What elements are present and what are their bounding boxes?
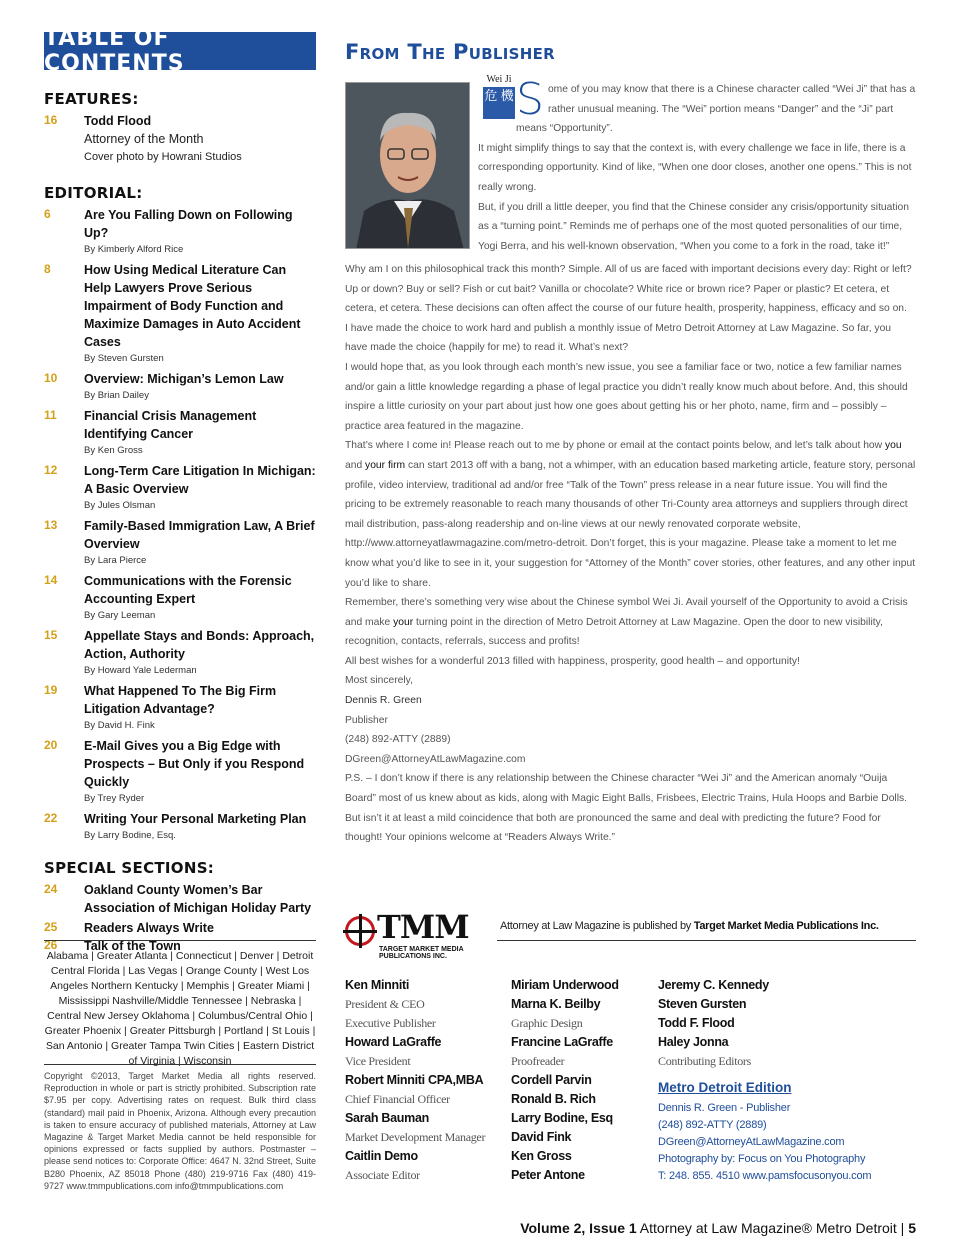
paragraph xyxy=(345,593,916,652)
wei-ji-label: Wei Ji xyxy=(486,74,512,85)
first-paragraph xyxy=(478,74,916,139)
toc-author: By Larry Bodine, Esq. xyxy=(84,830,176,841)
page-footer xyxy=(520,1220,916,1236)
staff-name: Marna K. Beilby xyxy=(511,997,601,1011)
toc-entry[interactable] xyxy=(44,517,316,568)
toc-entry[interactable] xyxy=(44,206,316,257)
divider xyxy=(497,940,916,941)
toc-page-number: 14 xyxy=(44,573,58,587)
staff-name: Sarah Bauman xyxy=(345,1111,429,1125)
toc-page-number: 16 xyxy=(44,113,58,127)
features-heading: FEATURES: xyxy=(44,90,139,108)
staff-column xyxy=(658,976,769,1071)
staff-role: Market Development Manager xyxy=(345,1130,486,1144)
toc-page-number: 11 xyxy=(44,408,57,422)
paragraph: All best wishes for a wonderful 2013 filled with happiness, prosperity, good health – and opportunity! xyxy=(345,655,800,667)
staff-name: Robert Minniti CPA,MBA xyxy=(345,1073,484,1087)
special-sections-heading: SPECIAL SECTIONS: xyxy=(44,859,215,877)
footer-separator: | xyxy=(900,1220,909,1236)
toc-title: Todd Flood xyxy=(84,114,152,128)
editorial-list xyxy=(44,206,316,843)
editorial-heading: EDITORIAL: xyxy=(44,184,143,202)
edition-photography: Photography by: Focus on You Photography xyxy=(658,1153,866,1165)
toc-entry[interactable] xyxy=(44,881,316,917)
staff-name: Steven Gursten xyxy=(658,997,747,1011)
staff-name: Ken Gross xyxy=(511,1149,572,1163)
postscript: P.S. – I don’t know if there is any relationship between the Chinese character “Wei Ji” and the American anomaly “Ouija Board” most of us knew about as kids, along with Magic Eight Balls, Frisbees, Electric Trains, Hula Hoops and Barbie Dolls. But isn’t it at least a mild coincidence that both are pronounced the same and deal with predicting the future? Food for thought! Your opinions welcome at “Readers Always Write.” xyxy=(345,773,908,844)
toc-credit: Cover photo by Howrani Studios xyxy=(84,151,242,163)
paragraph xyxy=(345,436,916,593)
toc-entry[interactable] xyxy=(44,919,316,937)
toc-title: Long-Term Care Litigation In Michigan: A Basic Overview xyxy=(84,464,316,496)
toc-page-number: 22 xyxy=(44,811,58,825)
emphasis: your xyxy=(393,616,414,628)
text-run: can start 2013 off with a bang, not a whimper, with an education based marketing article, feature story, personal profile, video interview, traditional ad and/or free “Talk of the Town” press release in a near future issue. You will find the pricing to be extremely reasonable to reach many thousands of other Tri-County area attorneys and suppliers through direct mail distribution, pass-along readership and on-line views at our newly renovated corporate website, http://www.attorneyatlawmagazine.com/metro-detroit. Don’t forget, this is your magazine. Please take a moment to let me know what you’d like to see in it, your suggestion for “Attorney of the Month” cover stories, other features, and any other input you’d like to share. xyxy=(345,459,916,589)
toc-page-number: 24 xyxy=(44,882,58,896)
toc-title: How Using Medical Literature Can Help Lawyers Prove Serious Impairment of Body Function and Maximize Damages in Auto Accident Cases xyxy=(84,263,301,349)
table-of-contents xyxy=(44,26,316,955)
toc-title: Writing Your Personal Marketing Plan xyxy=(84,812,307,826)
text-run: Remember, there’s something very wise about the Chinese symbol Wei Ji. Avail yourself of the Opportunity to avoid a Crisis and make xyxy=(345,597,908,628)
edition-info xyxy=(658,1080,871,1185)
issue-label: Volume 2, Issue 1 xyxy=(520,1220,637,1236)
toc-author: By Kimberly Alford Rice xyxy=(84,244,184,255)
paragraph: I would hope that, as you look through each month’s new issue, you see a familiar face or two, notice a few familiar names and/or gain a little knowledge regarding a phase of legal practice you didn’t really know much about before. And, this should inspire a little curiosity on your part about just how one goes about getting his or her photo, name, firm and – possibly – practice area featured in the magazine. xyxy=(345,361,908,432)
tmm-logo-subtitle: TARGET MARKET MEDIA PUBLICATIONS INC. xyxy=(379,946,464,960)
toc-entry[interactable] xyxy=(44,810,316,843)
staff-role: Associate Editor xyxy=(345,1168,420,1182)
paragraph: But, if you drill a little deeper, you find that the Chinese consider any crisis/opportunity situation as a “turning point.” Reminds me of perhaps one of the most quoted personalities of our time, Yogi Berra, and his well-known observation, “When you come to a fork in the road, take it!” xyxy=(478,201,909,252)
emphasis: you xyxy=(884,440,902,452)
edition-phone: (248) 892-ATTY (2889) xyxy=(658,1119,767,1131)
staff-name: Francine LaGraffe xyxy=(511,1035,613,1049)
toc-page-number: 26 xyxy=(44,938,58,952)
toc-author: By Brian Dailey xyxy=(84,390,149,401)
staff-role: Contributing Editors xyxy=(658,1054,752,1068)
toc-title: Family-Based Immigration Law, A Brief Overview xyxy=(84,519,315,551)
staff-name: Peter Antone xyxy=(511,1168,585,1182)
closing: Most sincerely, xyxy=(345,675,413,687)
staff-name: Howard LaGraffe xyxy=(345,1035,442,1049)
edition-list: Alabama | Greater Atlanta | Connecticut | Denver | Detroit Central Florida | Las Vegas | Orange County | West Los Angeles Northern Kentucky | Memphis | Greater Miami | Mississippi Nashville/Middle Tennessee | Nebraska | Central New Jersey Oklahoma | Columbus/Central Ohio | Greater Phoenix | Greater Pittsburgh | Portland | St Louis | San Antonio | Greater Tampa Twin Cities | Eastern District of Virginia | Wisconsin xyxy=(44,940,316,1069)
toc-entry[interactable] xyxy=(44,370,316,403)
toc-page-number: 25 xyxy=(44,920,58,934)
text-run: turning point in the direction of Metro Detroit Attorney at Law Magazine. Open the door to new visibility, recognition, contacts, referrals, success and profits! xyxy=(345,616,883,648)
portrait-image xyxy=(346,83,470,249)
staff-role: Vice President xyxy=(345,1054,411,1068)
paragraph: It might simplify things to say that the context is, with every challenge we face in life, there is a corresponding opportunity. Kind of like, “When one door closes, another one opens.” This is not really wrong. xyxy=(478,142,912,193)
toc-entry[interactable] xyxy=(44,737,316,806)
toc-page-number: 8 xyxy=(44,262,51,276)
page-number: 5 xyxy=(908,1220,916,1236)
edition-publisher: Dennis R. Green - Publisher xyxy=(658,1102,791,1114)
published-by-line xyxy=(500,920,879,932)
publisher-letter xyxy=(345,40,916,844)
toc-entry[interactable] xyxy=(44,261,316,366)
crosshair-icon xyxy=(345,916,375,946)
publisher-heading: From The Publisher xyxy=(345,40,556,64)
copyright-notice: Copyright ©2013, Target Market Media all rights reserved. Reproduction in whole or part is strictly prohibited. Subscription rate $7.95 per copy. Advertising rates on request. Bulk third class (standard) mail paid in Phoenix, Arizona. Although every precaution is taken to ensure accuracy of published materials, Attorney at Law Magazine & Target Market Media cannot be held responsible for opinions expressed or facts supplied by authors. Postmaster – please send notices to: Corporate Office: 4647 N. 32nd Street, Suite B280 Phoenix, AZ 85018 Phone (480) 219-9716 Fax (480) 419-9727 www.tmmpublications.com info@tmmpublications.com xyxy=(44,1064,316,1192)
toc-page-number: 6 xyxy=(44,207,51,221)
staff-role: Chief Financial Officer xyxy=(345,1092,450,1106)
drop-cap: S xyxy=(516,74,544,125)
signature-name: Dennis R. Green xyxy=(345,695,422,707)
toc-page-number: 19 xyxy=(44,683,58,697)
toc-page-number: 15 xyxy=(44,628,58,642)
staff-name: Jeremy C. Kennedy xyxy=(658,978,769,992)
toc-page-number: 20 xyxy=(44,738,58,752)
text-run: That’s where I come in! Please reach out to me by phone or email at the contact points below, and let’s talk about how xyxy=(345,440,885,452)
toc-author: By Steven Gursten xyxy=(84,353,164,364)
toc-title: What Happened To The Big Firm Litigation Advantage? xyxy=(84,684,277,716)
signature-phone: (248) 892-ATTY (2889) xyxy=(345,734,451,746)
paragraph: Why am I on this philosophical track this month? Simple. All of us are faced with important decisions every day: Right or left? Up or down? Buy or sell? Fish or cut bait? Vanilla or chocolate? White rice or brown rice? Paper or plastic? Et cetera, et cetera, et cetera. These decisions can often affect the course of our future health, prosperity, happiness, efficacy and so on. xyxy=(345,264,912,315)
toc-title: Oakland County Women’s Bar Association of Michigan Holiday Party xyxy=(84,883,312,915)
toc-title: Communications with the Forensic Accounting Expert xyxy=(84,574,292,606)
text-run: Attorney at Law Magazine is published by xyxy=(500,920,694,932)
toc-title: Are You Falling Down on Following Up? xyxy=(84,208,293,240)
toc-banner: TABLE OF CONTENTS xyxy=(44,32,316,70)
staff-role: President & CEO xyxy=(345,997,425,1011)
staff-name: Larry Bodine, Esq xyxy=(511,1111,613,1125)
toc-entry[interactable] xyxy=(44,627,316,678)
staff-name: Cordell Parvin xyxy=(511,1073,592,1087)
staff-role: Proofreader xyxy=(511,1054,565,1068)
staff-role: Graphic Design xyxy=(511,1016,583,1030)
toc-title: Financial Crisis Management Identifying Cancer xyxy=(84,409,257,441)
staff-column xyxy=(345,976,485,1185)
staff-role: Executive Publisher xyxy=(345,1016,436,1030)
staff-name: David Fink xyxy=(511,1130,572,1144)
toc-author: By Howard Yale Lederman xyxy=(84,665,197,676)
publisher-company: Target Market Media Publications Inc. xyxy=(693,920,879,932)
staff-name: Todd F. Flood xyxy=(658,1016,735,1030)
toc-page-number: 12 xyxy=(44,463,58,477)
paragraph: ome of you may know that there is a Chinese character called “Wei Ji” that has a rather unusual meaning. The “Wei” portion means “Danger” and the “Ji” part means “Opportunity”. xyxy=(516,84,916,135)
toc-title: Overview: Michigan’s Lemon Law xyxy=(84,372,284,386)
staff-name: Ken Minniti xyxy=(345,978,410,992)
toc-page-number: 10 xyxy=(44,371,58,385)
tmm-logo xyxy=(345,908,490,962)
staff-column xyxy=(511,976,619,1185)
edition-website[interactable]: T: 248. 855. 4510 www.pamsfocusonyou.com xyxy=(658,1170,872,1182)
paragraph: I have made the choice to work hard and publish a monthly issue of Metro Detroit Attorney at Law Magazine. So far, you have made the choice (happily for me) to read it. What’s next? xyxy=(345,322,892,354)
toc-author: By Ken Gross xyxy=(84,445,143,456)
magazine-name: Attorney at Law Magazine® Metro Detroit xyxy=(639,1220,897,1236)
text-run: and xyxy=(345,459,366,471)
staff-name: Caitlin Demo xyxy=(345,1149,418,1163)
edition-title[interactable]: Metro Detroit Edition xyxy=(658,1080,792,1095)
toc-title: Appellate Stays and Bonds: Approach, Action, Authority xyxy=(84,629,315,661)
toc-author: By David H. Fink xyxy=(84,720,155,731)
toc-author: By Jules Olsman xyxy=(84,500,156,511)
signature-email[interactable]: DGreen@AttorneyAtLawMagazine.com xyxy=(345,753,526,765)
toc-entry[interactable] xyxy=(44,682,316,733)
toc-entry[interactable] xyxy=(44,572,316,623)
staff-name: Ronald B. Rich xyxy=(511,1092,596,1106)
publisher-photo xyxy=(345,82,470,249)
wei-ji-characters: 危 機 xyxy=(483,87,515,119)
staff-name: Miriam Underwood xyxy=(511,978,619,992)
toc-entry[interactable] xyxy=(44,462,316,513)
letter-intro xyxy=(478,74,916,256)
toc-page-number: 13 xyxy=(44,518,58,532)
toc-entry[interactable] xyxy=(44,112,316,166)
staff-name: Haley Jonna xyxy=(658,1035,729,1049)
toc-subtitle: Attorney of the Month xyxy=(84,132,204,146)
emphasis: your firm xyxy=(365,459,406,471)
edition-email[interactable]: DGreen@AttorneyAtLawMagazine.com xyxy=(658,1136,845,1148)
toc-author: By Lara Pierce xyxy=(84,555,147,566)
toc-title: Talk of the Town xyxy=(84,939,181,953)
tmm-logo-letters: TMM xyxy=(377,908,469,946)
toc-title: Readers Always Write xyxy=(84,921,214,935)
signature-title: Publisher xyxy=(345,714,388,726)
letter-body xyxy=(345,260,916,848)
toc-title: E-Mail Gives you a Big Edge with Prospects – But Only if you Respond Quickly xyxy=(84,739,305,789)
toc-entry[interactable] xyxy=(44,407,316,458)
toc-author: By Trey Ryder xyxy=(84,793,145,804)
toc-author: By Gary Leeman xyxy=(84,610,156,621)
